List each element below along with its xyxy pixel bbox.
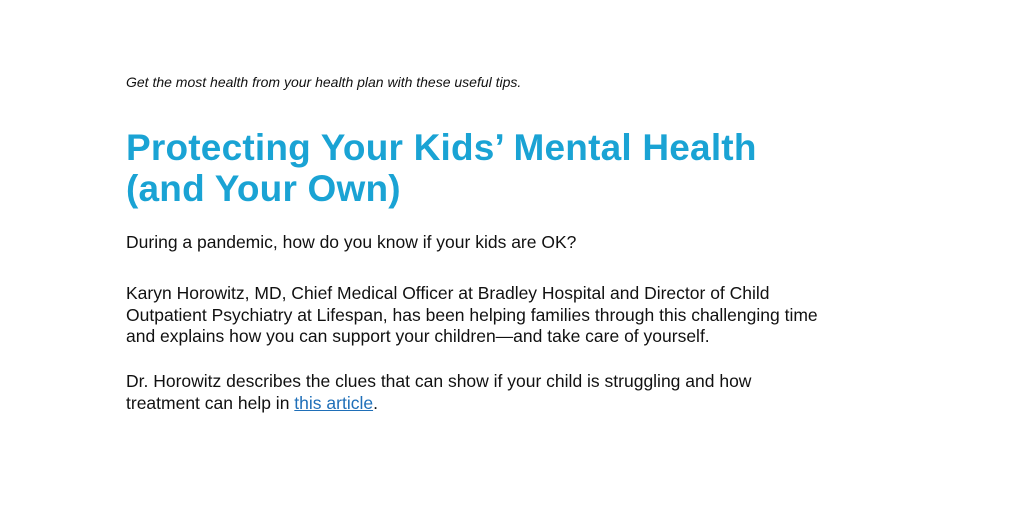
paragraph-2-line-2-prefix: treatment can help in bbox=[126, 392, 295, 413]
headline-line-2: (and Your Own) bbox=[126, 168, 401, 209]
headline-line-1: Protecting Your Kids’ Mental Health bbox=[126, 127, 757, 168]
paragraph-2-line-1: Dr. Horowitz describes the clues that can show if your child is struggling and how bbox=[126, 371, 752, 391]
paragraph-2-line-2-suffix: . bbox=[373, 392, 378, 413]
this-article-link[interactable]: this article bbox=[294, 392, 374, 413]
paragraph-author-bio bbox=[126, 283, 906, 348]
intro-question: During a pandemic, how do you know if your kids are OK? bbox=[126, 232, 577, 252]
paragraph-2-line-2 bbox=[126, 393, 906, 415]
paragraph-1-line-1: Karyn Horowitz, MD, Chief Medical Officer at Bradley Hospital and Director of Child bbox=[126, 283, 770, 303]
tagline: Get the most health from your health plan with these useful tips. bbox=[126, 74, 522, 90]
paragraph-1-line-3: and explains how you can support your children—and take care of yourself. bbox=[126, 326, 710, 346]
paragraph-article-reference bbox=[126, 371, 906, 414]
paragraph-1-line-2: Outpatient Psychiatry at Lifespan, has been helping families through this challenging time bbox=[126, 304, 818, 325]
article-headline bbox=[126, 127, 906, 209]
